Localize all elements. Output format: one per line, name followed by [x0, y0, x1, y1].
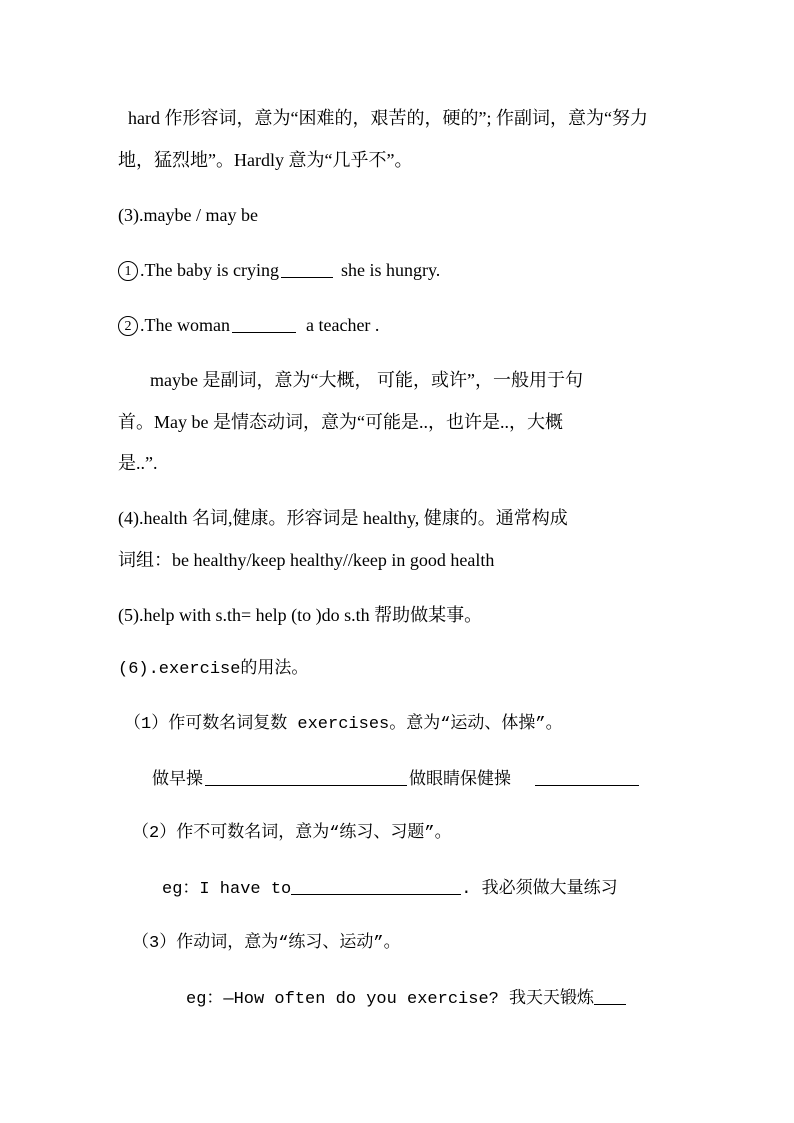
- usage-3-heading: （3）作动词，意为“练习、运动”。: [132, 934, 401, 953]
- exercise-line-1: [118, 259, 440, 281]
- usage-1-example-b: 做眼睛保健操: [409, 771, 511, 790]
- usage-2-example-b: . 我必须做大量练习: [461, 880, 618, 899]
- answer-blank[interactable]: [594, 988, 626, 1005]
- circled-number-2: 2: [118, 316, 138, 336]
- exercise-1-text-a: .The baby is crying: [140, 260, 279, 280]
- exercise-2-text-a: .The woman: [140, 315, 230, 335]
- usage-1-heading: （1）作可数名词复数 exercises。意为“运动、体操”。: [124, 715, 563, 734]
- paragraph-health-line1: (4).health 名词,健康。形容词是 healthy, 健康的。通常构成: [118, 508, 568, 528]
- answer-blank[interactable]: [205, 769, 407, 786]
- answer-blank[interactable]: [281, 261, 333, 278]
- exercise-1-text-b: she is hungry.: [340, 260, 441, 280]
- usage-2-example-a: eg：I have to: [162, 880, 292, 899]
- exercise-2-text-b: a teacher .: [305, 315, 380, 335]
- section-heading-maybe: (3).maybe / may be: [118, 205, 258, 225]
- answer-blank[interactable]: [535, 769, 639, 786]
- answer-blank[interactable]: [232, 316, 296, 333]
- circled-number-1: 1: [118, 261, 138, 281]
- paragraph-health-line2: 词组：be healthy/keep healthy//keep in good health: [118, 550, 495, 570]
- usage-2-heading: （2）作不可数名词，意为“练习、习题”。: [132, 824, 452, 843]
- usage-1-example: [152, 769, 639, 792]
- paragraph-maybe-line3: 是..”.: [118, 453, 158, 473]
- paragraph-maybe-line2: 首。May be 是情态动词，意为“可能是..，也许是..，大概: [118, 412, 563, 432]
- usage-2-example: [162, 878, 618, 901]
- answer-blank[interactable]: [291, 878, 461, 895]
- paragraph-maybe-line1: maybe 是副词，意为“大概， 可能，或许”，一般用于句: [150, 370, 583, 390]
- paragraph-help: (5).help with s.th= help (to )do s.th 帮助做某事。: [118, 605, 483, 625]
- usage-1-example-a: 做早操: [152, 771, 203, 790]
- exercise-line-2: [118, 314, 379, 336]
- section-heading-exercise: (6).exercise的用法。: [118, 660, 309, 679]
- usage-3-example: [186, 988, 626, 1011]
- paragraph-hard-line2: 地，猛烈地”。Hardly 意为“几乎不”。: [118, 150, 413, 170]
- usage-3-example-text: eg：—How often do you exercise? 我天天锻炼: [186, 990, 595, 1009]
- paragraph-hard-line1: hard 作形容词，意为“困难的，艰苦的，硬的”; 作副词，意为“努力: [128, 108, 648, 128]
